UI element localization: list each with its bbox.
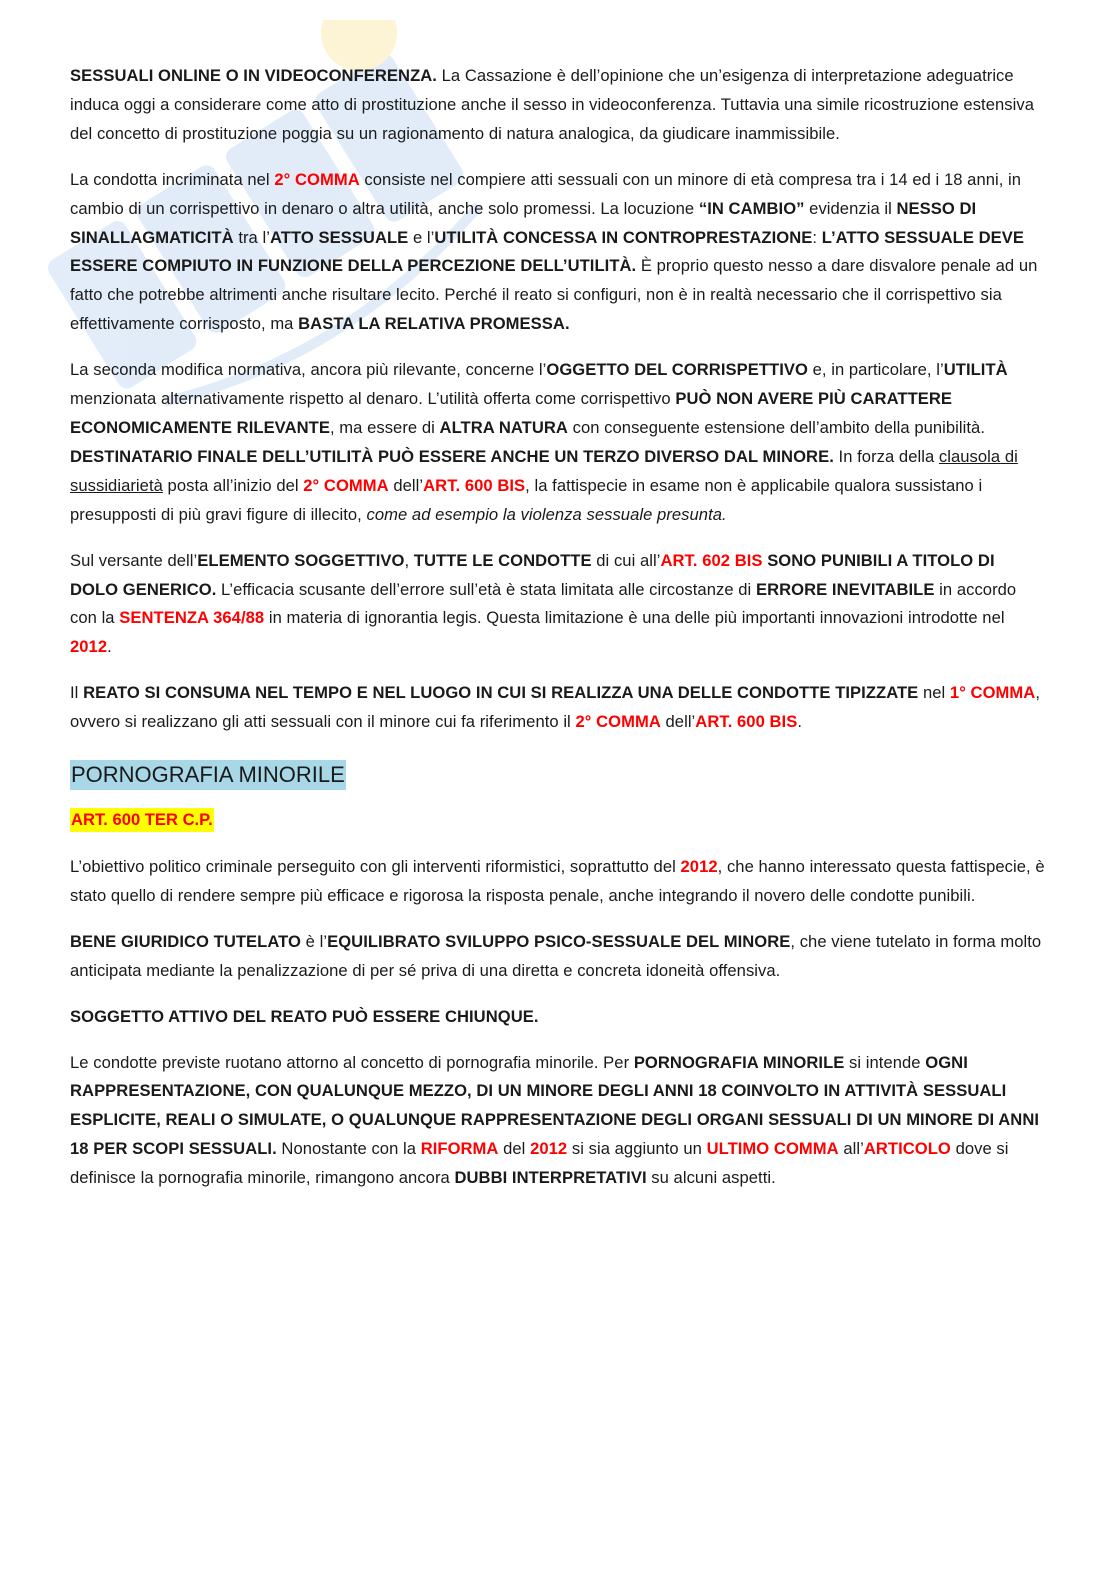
section-heading: PORNOGRAFIA MINORILE bbox=[70, 760, 346, 790]
article-reference: ART. 600 TER C.P. bbox=[70, 808, 214, 832]
paragraph-oggetto-corrispettivo: La seconda modifica normativa, ancora più rilevante, concerne l’OGGETTO DEL CORRISPETTIVO e, in particolare, l’UTILITÀ menzionata alternativamente rispetto al denaro. L’utilità offerta come corrispettivo PUÒ NON AVERE PIÙ CARATTERE ECONOMICAMENTE RILEVANTE, ma essere di ALTRA NATURA con conseguente estensione dell’ambito della punibilità. DESTINATARIO FINALE DELL’UTILITÀ PUÒ ESSERE ANCHE UN TERZO DIVERSO DAL MINORE. In forza della clausola di sussidiarietà posta all’inizio del 2° COMMA dell’ART. 600 BIS, la fattispecie in esame non è applicabile qualora sussistano i presupposti di più gravi figure di illecito, come ad esempio la violenza sessuale presunta. bbox=[70, 360, 1018, 524]
document-page bbox=[70, 62, 1045, 1210]
paragraph-elemento-soggettivo: Sul versante dell’ELEMENTO SOGGETTIVO, TUTTE LE CONDOTTE di cui all’ART. 602 BIS SONO PUNIBILI A TITOLO DI DOLO GENERICO. L’efficacia scusante dell’errore sull’età è stata limitata alle circostanze di ERRORE INEVITABILE in accordo con la SENTENZA 364/88 in materia di ignorantia legis. Questa limitazione è una delle più importanti innovazioni introdotte nel 2012. bbox=[70, 550, 1017, 657]
paragraph-definizione-pornografia: Le condotte previste ruotano attorno al concetto di pornografia minorile. Per PORNOGRAFIA MINORILE si intende OGNI RAPPRESENTAZIONE, CON QUALUNQUE MEZZO, DI UN MINORE DEGLI ANNI 18 COINVOLTO IN ATTIVITÀ SESSUALI ESPLICITE, REALI O SIMULATE, O QUALUNQUE RAPPRESENTAZIONE DEGLI ORGANI SESSUALI DI UN MINORE DI ANNI 18 PER SCOPI SESSUALI. Nonostante con la RIFORMA del 2012 si sia aggiunto un ULTIMO COMMA all’ARTICOLO dove si definisce la pornografia minorile, rimangono ancora DUBBI INTERPRETATIVI su alcuni aspetti. bbox=[70, 1052, 1040, 1188]
paragraph-condotta-incriminata: La condotta incriminata nel 2° COMMA consiste nel compiere atti sessuali con un minore di età compresa tra i 14 ed i 18 anni, in cambio di un corrispettivo in denaro o altra utilità, anche solo promessi. La locuzione “IN CAMBIO” evidenzia il NESSO DI SINALLAGMATICITÀ tra l’ATTO SESSUALE e l’UTILITÀ CONCESSA IN CONTROPRESTAZIONE: L’ATTO SESSUALE DEVE ESSERE COMPIUTO IN FUNZIONE DELLA PERCEZIONE DELL’UTILITÀ. È proprio questo nesso a dare disvalore penale ad un fatto che potrebbe altrimenti anche risultare lecito. Perché il reato si configuri, non è in realtà necessario che il corrispettivo sia effettivamente corrisposto, ma BASTA LA RELATIVA PROMESSA. bbox=[70, 169, 1038, 334]
paragraph-consumazione-reato: Il REATO SI CONSUMA NEL TEMPO E NEL LUOGO IN CUI SI REALIZZA UNA DELLE CONDOTTE TIPIZZATE nel 1° COMMA, ovvero si realizzano gli atti sessuali con il minore cui fa riferimento il 2° COMMA dell’ART. 600 BIS. bbox=[70, 683, 1040, 732]
paragraph-soggetto-attivo: SOGGETTO ATTIVO DEL REATO PUÒ ESSERE CHIUNQUE. bbox=[70, 1006, 539, 1026]
paragraph-bene-giuridico: BENE GIURIDICO TUTELATO è l’EQUILIBRATO SVILUPPO PSICO-SESSUALE DEL MINORE, che viene tutelato in forma molto anticipata mediante la penalizzazione di per sé priva di una diretta e concreta idoneità offensiva. bbox=[70, 931, 1042, 980]
paragraph-videoconferenza: SESSUALI ONLINE O IN VIDEOCONFERENZA. La Cassazione è dell’opinione che un’esigenza di interpretazione adeguatrice induca oggi a considerare come atto di prostituzione anche il sesso in videoconferenza. Tuttavia una simile ricostruzione estensiva del concetto di prostituzione poggia su un ragionamento di natura analogica, da giudicare inammissibile. bbox=[70, 66, 1034, 143]
paragraph-obiettivo-politico: L’obiettivo politico criminale perseguito con gli interventi riformistici, soprattutto del 2012, che hanno interessato questa fattispecie, è stato quello di rendere sempre più efficace e rigorosa la risposta penale, anche integrando il novero delle condotte punibili. bbox=[70, 857, 1045, 905]
